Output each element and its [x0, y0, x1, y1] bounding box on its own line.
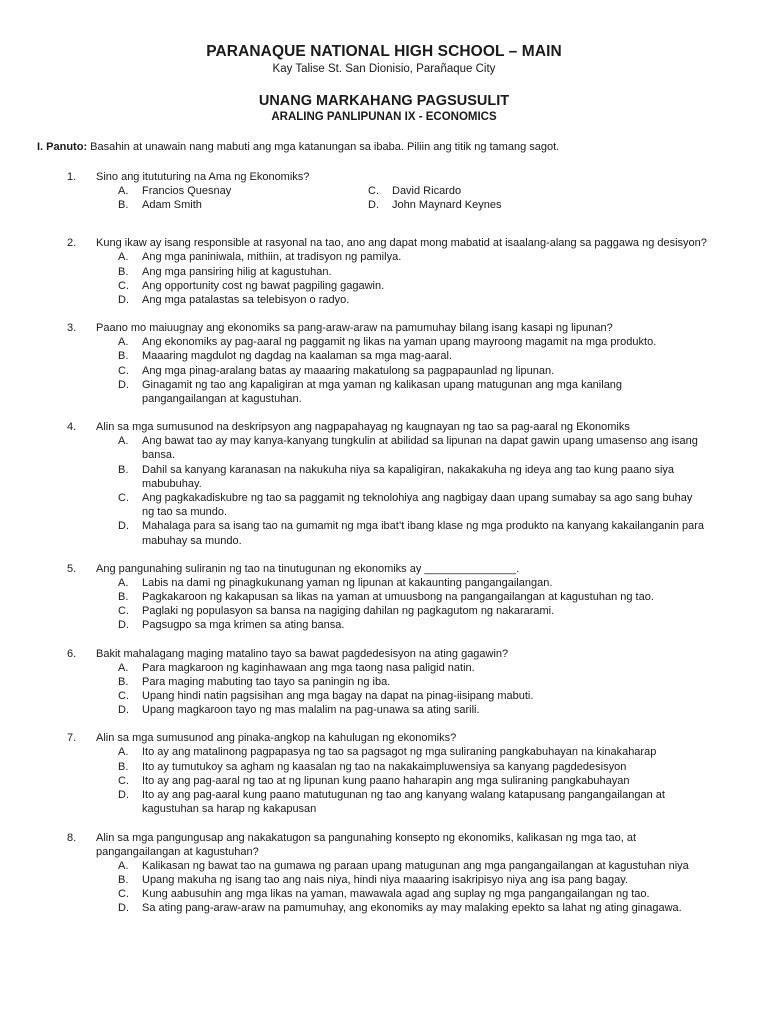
choice-letter: C. [118, 605, 129, 618]
question-number: 5. [67, 562, 77, 575]
choice-a [118, 859, 707, 873]
question-text: Paano mo maiuugnay ang ekonomiks sa pang-araw-araw na pamumuhay bilang isang kasapi ng lipunan? [96, 322, 613, 335]
question-2 [67, 236, 711, 307]
choices [118, 434, 711, 548]
choice-d [118, 378, 707, 406]
choices [118, 576, 711, 633]
school-address: Kay Talise St. San Dionisio, Parañaque City [272, 63, 496, 75]
question-number: 6. [67, 647, 77, 660]
choices [118, 745, 711, 816]
question-7 [67, 731, 711, 816]
question-text: Sino ang itututuring na Ama ng Ekonomiks? [96, 171, 310, 183]
choice-a [118, 184, 362, 198]
choice-letter: B. [118, 760, 129, 773]
question-4 [67, 420, 711, 548]
choice-b [118, 760, 707, 774]
choice-letter: A. [118, 435, 129, 448]
question-text: Alin sa mga sumusunod ang pinaka-angkop na kahulugan ng ekonomiks? [96, 732, 457, 745]
question-text: Ang pangunahing suliranin ng tao na tinutugunan ng ekonomiks ay _______________. [96, 562, 520, 575]
question-6 [67, 647, 711, 718]
choice-text: Sa ating pang-araw-araw na pamumuhay, ang ekonomiks ay may malaking epekto sa lahat ng ating ginagawa. [142, 902, 682, 915]
choice-c [118, 887, 707, 901]
choice-d [118, 293, 707, 307]
choice-text: Upang makuha ng isang tao ang nais niya, hindi niya maaaring isakripisyo niya ang isa pang bagay. [142, 873, 628, 886]
choice-letter: A. [118, 185, 129, 197]
choice-letter: B. [118, 873, 129, 886]
instructions [37, 141, 757, 153]
choice-letter: B. [118, 591, 129, 604]
choice-letter: B. [118, 350, 129, 363]
choice-b [118, 265, 707, 279]
choice-letter: A. [118, 859, 129, 872]
choice-text: Paglaki ng populasyon sa bansa na nagiging dahilan ng pagkagutom ng nakararami. [142, 605, 555, 618]
choice-text: Upang hindi natin pagsisihan ang mga bagay na dapat na pinag-iisipang mabuti. [142, 690, 534, 703]
choice-text: Ito ay ang pag-aaral ng tao at ng lipunan kung paano haharapin ang mga suliraning pangkabuhayan [142, 774, 630, 787]
choice-letter: C. [368, 185, 379, 197]
choice-letter: D. [118, 378, 129, 391]
choice-text: Ang bawat tao ay may kanya-kanyang tungkulin at abilidad sa lipunan na dapat gawin upang umasenso ang isang bansa. [142, 435, 698, 462]
choice-letter: C. [118, 887, 129, 900]
choices [118, 335, 711, 406]
choice-letter: D. [118, 619, 129, 632]
choice-letter: A. [118, 746, 129, 759]
choice-c [118, 279, 707, 293]
question-text: Alin sa mga sumusunod na deskripsyon ang nagpapahayag ng kaugnayan ng tao sa pag-aaral ng Ekonomiks [96, 421, 630, 434]
choice-letter: C. [118, 492, 129, 505]
question-number: 2. [67, 237, 77, 250]
choice-text: Ang opportunity cost ng bawat pagpiling gagawin. [142, 279, 385, 292]
choice-d [118, 788, 707, 816]
choice-text: Ang mga pinag-aralang batas ay maaaring makatulong sa pagpapaunlad ng lipunan. [142, 364, 555, 377]
choice-c [118, 689, 707, 703]
question-text: Bakit mahalagang maging matalino tayo sa bawat pagdedesisyon na ating gagawin? [96, 647, 509, 660]
question-number: 8. [67, 831, 77, 844]
choices [118, 250, 711, 307]
choice-letter: A. [118, 576, 129, 589]
choice-text: Ito ay ang matalinong pagpapasya ng tao sa pagsagot ng mga suliraning pangkabuhayan na kinakaharap [142, 746, 657, 759]
question-text: Alin sa mga pangungusap ang nakakatugon sa pangunahing konsepto ng ekonomiks, kalikasan ng mga tao, at pangangailangan at kagustuhan? [96, 831, 636, 858]
choice-text: Ang mga pansiring hilig at kagustuhan. [142, 265, 332, 278]
choice-d [118, 618, 707, 632]
choices [118, 859, 711, 916]
choice-text: Para maging mabuting tao tayo sa paningin ng iba. [142, 675, 391, 688]
choice-a [118, 576, 707, 590]
choice-text: Mahalaga para sa isang tao na gumamit ng mga ibat’t ibang klase ng mga produkto na kanyang kakailanganin para mabuhay sa mundo. [142, 520, 704, 547]
choice-text: Kalikasan ng bawat tao na gumawa ng paraan upang matugunan ang mga pangangailangan at kagustuhan niya [142, 859, 689, 872]
choice-text: Upang magkaroon tayo ng mas malalim na pag-unawa sa ating sarili. [142, 704, 480, 717]
choice-text: Kung aabusuhin ang mga likas na yaman, mawawala agad ang suplay ng mga pangangailangan ng tao. [142, 887, 650, 900]
question-number: 3. [67, 322, 77, 335]
question-number: 1. [67, 171, 77, 183]
choice-c [118, 604, 707, 618]
choice-letter: A. [118, 336, 129, 349]
choice-d [368, 198, 612, 212]
choice-letter: C. [118, 774, 129, 787]
question-list [0, 170, 768, 915]
choice-text: Ang pagkakadiskubre ng tao sa paggamit ng teknolohiya ang nagbigay daan upang sumabay sa ago sang buhay ng tao sa mundo. [142, 492, 693, 519]
choices [118, 661, 711, 718]
question-number: 7. [67, 732, 77, 745]
choice-letter: C. [118, 279, 129, 292]
choice-text: Francios Quesnay [142, 185, 232, 197]
question-8 [67, 831, 711, 916]
choice-d [118, 519, 707, 547]
choice-text: Ginagamit ng tao ang kapaligiran at mga yaman ng kalikasan upang matugunan ang mga kanilang pangangailangan at kagustuhan. [142, 378, 623, 406]
question-3 [67, 321, 711, 406]
choice-a [118, 434, 707, 462]
choice-text: Ang ekonomiks ay pag-aaral ng paggamit ng likas na yaman upang mayroong magamit na mga produkto. [142, 336, 657, 349]
subject-title: ARALING PANLIPUNAN IX - ECONOMICS [271, 111, 497, 123]
choice-text: Ang mga paniniwala, mithiin, at tradisyon ng pamilya. [142, 251, 402, 264]
question-1 [67, 170, 711, 212]
choice-b [118, 349, 707, 363]
choices [118, 184, 711, 212]
choice-d [118, 703, 707, 717]
choice-b [118, 463, 707, 491]
choice-letter: D. [368, 199, 379, 212]
choice-text: Dahil sa kanyang karanasan na nakukuha niya sa kapaligiran, nakakakuha ng ideya ang tao kung paano siya mabubuhay. [142, 463, 675, 490]
choice-letter: A. [118, 251, 129, 264]
choice-c [368, 184, 612, 198]
choice-a [118, 335, 707, 349]
choice-b [118, 590, 707, 604]
choice-text: Adam Smith [142, 199, 202, 212]
school-name: PARANAQUE NATIONAL HIGH SCHOOL – MAIN [206, 43, 562, 60]
choice-text: Ito ay tumutukoy sa agham ng kaasalan ng tao na nakakaimpluwensiya sa kanyang pagdedesisyon [142, 760, 627, 773]
choice-letter: B. [118, 199, 129, 212]
choice-text: Pagsugpo sa mga krimen sa ating bansa. [142, 619, 345, 632]
choice-c [118, 774, 707, 788]
choice-text: John Maynard Keynes [392, 199, 502, 212]
choice-letter: D. [118, 520, 129, 533]
choice-c [118, 491, 707, 519]
instructions-label: I. Panuto: [37, 141, 88, 153]
choice-letter: C. [118, 364, 129, 377]
choice-letter: D. [118, 704, 129, 717]
choice-a [118, 661, 707, 675]
choice-letter: D. [118, 789, 129, 802]
choice-letter: C. [118, 690, 129, 703]
choice-c [118, 364, 707, 378]
choice-a [118, 745, 707, 759]
exam-title: UNANG MARKAHANG PAGSUSULIT [258, 93, 510, 109]
choice-b [118, 675, 707, 689]
choice-text: Pagkakaroon ng kakapusan sa likas na yaman at umuusbong na pangangailangan at kagustuhan ng tao. [142, 591, 654, 604]
choice-letter: B. [118, 265, 129, 278]
choice-letter: B. [118, 463, 129, 476]
choice-text: Ito ay ang pag-aaral kung paano matutugunan ng tao ang kanyang walang katapusang pangangailangan at kagustuhan sa harap ng kakapusan [142, 789, 665, 816]
instructions-text: Basahin at unawain nang mabuti ang mga katanungan sa ibaba. Piliin ang titik ng tamang sagot. [87, 141, 560, 153]
question-text: Kung ikaw ay isang responsible at rasyonal na tao, ano ang dapat mong mabatid at isaalang-alang sa paggawa ng desisyon? [96, 237, 707, 250]
question-5 [67, 562, 711, 633]
choice-text: Ang mga patalastas sa telebisyon o radyo. [142, 294, 350, 307]
choice-text: David Ricardo [392, 185, 462, 197]
choice-b [118, 873, 707, 887]
choice-text: Para magkaroon ng kaginhawaan ang mga taong nasa paligid natin. [142, 661, 475, 674]
choice-a [118, 250, 707, 264]
choice-text: Maaaring magdulot ng dagdag na kaalaman sa mga mag-aaral. [142, 350, 453, 363]
choice-letter: D. [118, 294, 129, 307]
choice-d [118, 901, 707, 915]
choice-letter: B. [118, 675, 129, 688]
choice-letter: D. [118, 902, 129, 915]
choice-text: Labis na dami ng pinagkukunang yaman ng lipunan at kakaunting pangangailangan. [142, 576, 553, 589]
choice-letter: A. [118, 661, 129, 674]
choice-b [118, 198, 362, 212]
question-number: 4. [67, 421, 77, 434]
